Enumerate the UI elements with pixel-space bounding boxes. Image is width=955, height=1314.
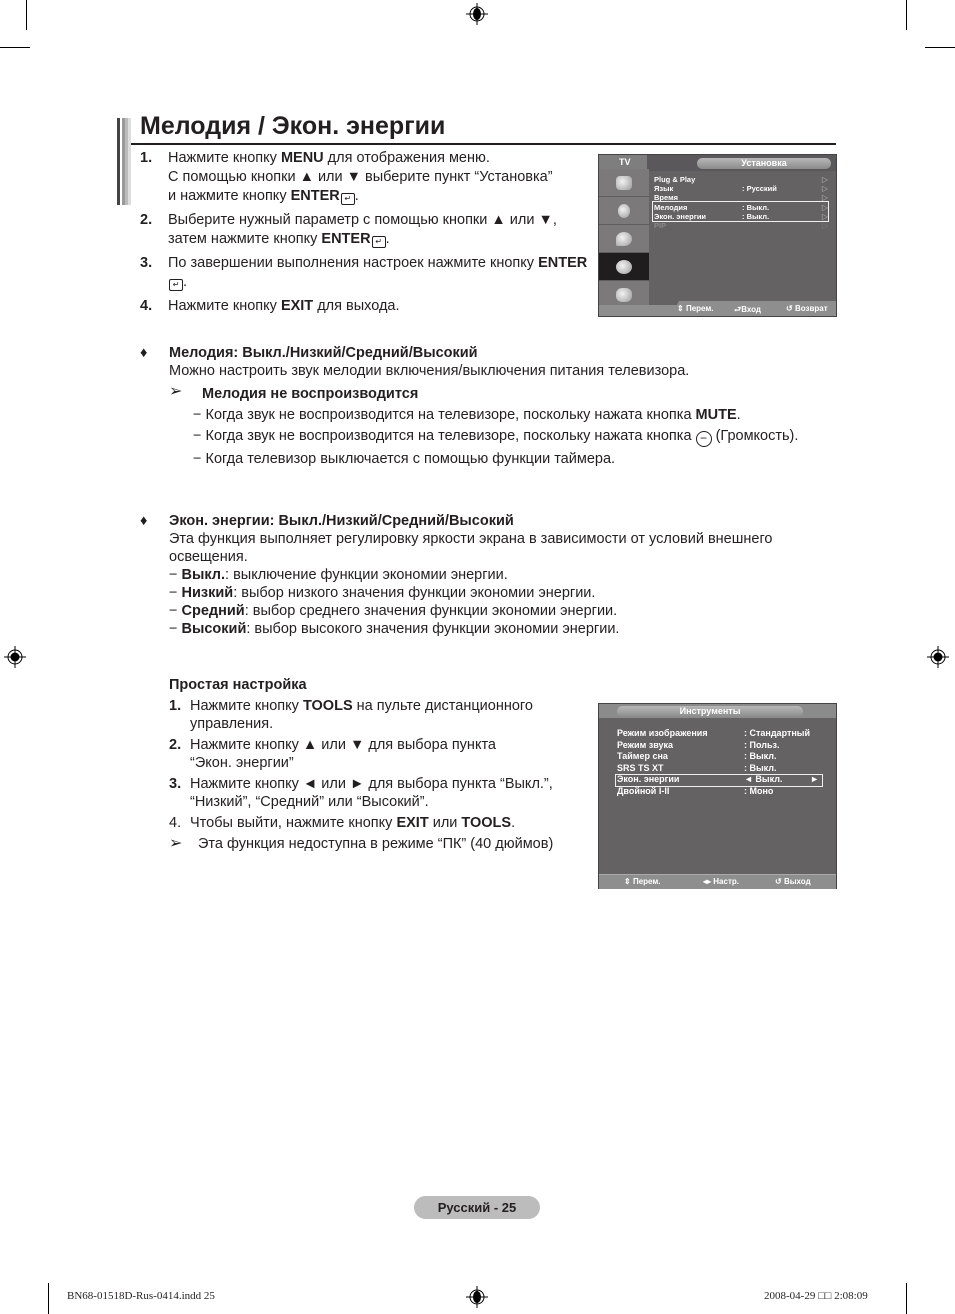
menu-key: MENU xyxy=(280,150,324,166)
arrow-right-icon: ▷ xyxy=(821,211,828,221)
footer-exit: ↺ Выход xyxy=(775,877,811,886)
item-value: : Выкл. xyxy=(742,202,770,212)
option-item: − Средний: выбор среднего значения функции экономии энергии. xyxy=(169,603,618,619)
text: Выход xyxy=(783,877,811,886)
step-number: 3. xyxy=(140,255,153,271)
option-item: − Выкл.: выключение функции экономии энергии. xyxy=(169,567,508,583)
text: Нажмите кнопку xyxy=(190,698,303,714)
step-text xyxy=(190,697,589,733)
item-value xyxy=(742,221,814,230)
option-item: − Низкий: выбор низкого значения функции экономии энергии. xyxy=(169,585,596,601)
enter-key: ENTER xyxy=(321,231,371,247)
item-value: : Моно xyxy=(744,785,774,796)
selection-highlight xyxy=(615,774,823,787)
enter-key: ENTER xyxy=(290,188,340,204)
text: Настр. xyxy=(713,877,739,886)
item-label: Экон. энергии xyxy=(617,774,680,785)
text: . xyxy=(511,815,516,831)
title-rule xyxy=(131,143,836,145)
registration-mark-icon xyxy=(4,646,26,668)
section-description: Можно настроить звук мелодии включения/выключения питания телевизора. xyxy=(169,363,690,379)
item-label: Язык xyxy=(654,184,674,194)
simple-step-3 xyxy=(169,775,589,811)
menu-footer xyxy=(599,874,836,889)
text: С помощью кнопки ▲ или ▼ выберите пункт “Установка” xyxy=(168,169,553,185)
footer-return: ↺ Возврат xyxy=(786,304,828,313)
item-value: : Польз. xyxy=(744,739,780,750)
crop-mark xyxy=(925,47,955,48)
crop-mark xyxy=(26,0,27,30)
text: Перем. xyxy=(685,304,714,313)
step-number: 2. xyxy=(169,737,182,753)
text: “Низкий”, “Средний” или “Высокий”. xyxy=(190,794,429,810)
arrow-right-icon: ▷ xyxy=(821,221,828,231)
step-1 xyxy=(140,149,595,206)
item-value: ◄ Выкл. xyxy=(744,774,783,785)
step-3 xyxy=(140,254,595,292)
menu-item[interactable] xyxy=(617,728,829,740)
item-label: Экон. энергии xyxy=(654,211,707,221)
text: Возврат xyxy=(794,304,828,313)
tools-key: TOOLS xyxy=(302,698,353,714)
exit-key: EXIT xyxy=(280,298,314,314)
item-label: Таймер сна xyxy=(617,751,668,762)
text: на пульте дистанционного управления. xyxy=(190,698,533,732)
arrow-right-icon: ▷ xyxy=(821,202,828,212)
item-value: : Выкл. xyxy=(744,751,777,762)
item-value: : Выкл. xyxy=(744,762,777,773)
text: Вход xyxy=(741,305,761,314)
volume-down-icon: − xyxy=(696,431,712,447)
simple-setup-section xyxy=(169,676,589,856)
footer-adjust: ◂▸ Настр. xyxy=(703,877,739,886)
text: для выхода. xyxy=(313,298,400,314)
page-title: Мелодия / Экон. энергии xyxy=(140,112,446,140)
option-item: − Высокий: выбор высокого значения функции экономии энергии. xyxy=(169,621,620,637)
arrow-right-icon: ▷ xyxy=(821,184,828,194)
crop-mark xyxy=(906,1283,907,1314)
setup-icon xyxy=(599,253,649,281)
text: . xyxy=(736,407,741,423)
text: По завершении выполнения настроек нажмите кнопку xyxy=(168,255,539,271)
registration-mark-icon xyxy=(466,3,488,25)
arrow-right-icon: ▷ xyxy=(821,193,828,203)
step-text xyxy=(168,149,595,206)
page-number-badge: Русский - 25 xyxy=(414,1196,540,1219)
step-2 xyxy=(140,211,595,249)
section-description: Эта функция выполняет регулировку яркости экрана в зависимости от условий внешнего освещения. xyxy=(169,531,773,565)
text: Чтобы выйти, нажмите кнопку xyxy=(190,815,397,831)
menu-item[interactable] xyxy=(617,740,829,752)
step-number: 1. xyxy=(169,698,182,714)
menu-items xyxy=(617,728,829,798)
step-number: 3. xyxy=(169,776,182,792)
enter-key: ENTER xyxy=(538,255,588,271)
footer-enter: ⮐Вход xyxy=(734,305,761,314)
item-value: : Русский xyxy=(742,184,777,194)
menu-title: Инструменты xyxy=(617,706,803,717)
text: . xyxy=(183,274,188,290)
item-label: Plug & Play xyxy=(654,175,696,184)
option-desc: : выбор среднего значения функции экономии энергии. xyxy=(244,603,618,619)
print-timestamp: 2008-04-29 □□ 2:08:09 xyxy=(764,1290,868,1302)
step-text xyxy=(190,775,553,811)
item-value: : Выкл. xyxy=(742,211,770,221)
step-number: 4. xyxy=(169,815,182,831)
item-label: Время xyxy=(654,193,678,203)
enter-icon: ↵ xyxy=(169,279,183,291)
footer-move: ⇕ Перем. xyxy=(677,304,714,313)
menu-footer xyxy=(599,301,836,316)
melody-section xyxy=(140,344,820,468)
step-text xyxy=(168,297,595,316)
arrow-right-icon: ▷ xyxy=(821,175,828,184)
selection-highlight xyxy=(652,201,829,222)
option-label: Низкий xyxy=(181,585,234,601)
text: − Когда звук не воспроизводится на телевизоре, поскольку нажата кнопка xyxy=(193,407,696,423)
file-slug: BN68-01518D-Rus-0414.indd 25 xyxy=(67,1290,215,1302)
bullet-icon: ♦ xyxy=(140,513,148,529)
tv-label: TV xyxy=(599,155,647,169)
text: . xyxy=(354,188,359,204)
note-item xyxy=(193,427,820,447)
simple-step-1 xyxy=(169,697,589,733)
section-heading: Мелодия: Выкл./Низкий/Средний/Высокий xyxy=(169,345,478,361)
note-item xyxy=(193,406,820,424)
tools-key: TOOLS xyxy=(461,815,512,831)
text: для отображения меню. xyxy=(323,150,490,166)
step-text xyxy=(168,211,595,249)
note-text: Эта функция недоступна в режиме “ПК” (40 дюймов) xyxy=(198,836,554,852)
text: “Экон. энергии” xyxy=(190,755,294,771)
item-value xyxy=(742,175,814,184)
exit-key: EXIT xyxy=(396,815,429,831)
item-label: PIP xyxy=(654,221,667,231)
option-label: Высокий xyxy=(181,621,247,637)
menu-item[interactable] xyxy=(617,751,829,763)
simple-step-2 xyxy=(169,736,589,772)
step-number: 1. xyxy=(140,150,153,166)
simple-step-4 xyxy=(169,814,589,832)
item-label: Режим звука xyxy=(617,739,674,750)
option-desc: : выбор низкого значения функции экономии энергии. xyxy=(233,585,596,601)
item-label: Режим изображения xyxy=(617,728,708,738)
menu-item[interactable] xyxy=(654,184,834,193)
simple-note xyxy=(169,835,589,853)
option-label: Средний xyxy=(181,603,245,619)
step-number: 2. xyxy=(140,212,153,228)
note-arrow-icon: ➢ xyxy=(169,835,183,852)
enter-icon: ↵ xyxy=(341,193,355,205)
arrow-right-icon: ► xyxy=(810,774,819,785)
step-text xyxy=(190,736,496,772)
step-text xyxy=(190,814,515,832)
text: Нажмите кнопку ▲ или ▼ для выбора пункта xyxy=(190,737,496,753)
text: − Когда телевизор выключается с помощью функции таймера. xyxy=(193,451,616,467)
channel-icon xyxy=(599,225,649,253)
text: . xyxy=(385,231,390,247)
tv-tools-menu-screenshot xyxy=(598,703,837,889)
energy-section xyxy=(140,512,820,638)
section-heading: Экон. энергии: Выкл./Низкий/Средний/Высокий xyxy=(169,513,514,529)
sound-icon xyxy=(599,197,649,225)
menu-sidebar xyxy=(599,169,649,309)
step-4 xyxy=(140,297,595,316)
step-text xyxy=(168,254,595,292)
registration-mark-icon xyxy=(466,1286,488,1308)
crop-mark xyxy=(0,47,30,48)
picture-icon xyxy=(599,169,649,197)
note-heading xyxy=(169,385,820,403)
text: Нажмите кнопку xyxy=(168,150,281,166)
menu-item[interactable] xyxy=(617,763,829,775)
item-value: : Стандартный xyxy=(744,728,811,738)
menu-item xyxy=(654,221,834,230)
text: Перем. xyxy=(632,877,661,886)
steps-list xyxy=(140,149,595,321)
text: − Когда звук не воспроизводится на телевизоре, поскольку нажата кнопка xyxy=(193,428,696,444)
menu-item[interactable] xyxy=(654,175,834,184)
note-arrow-icon: ➢ xyxy=(169,383,183,400)
title-decoration xyxy=(117,118,131,205)
registration-mark-icon xyxy=(927,646,949,668)
text: Нажмите кнопку xyxy=(168,298,281,314)
text: и нажмите кнопку xyxy=(168,188,291,204)
text: Нажмите кнопку ◄ или ► для выбора пункта “Выкл.”, xyxy=(190,776,553,792)
option-desc: : выключение функции экономии энергии. xyxy=(225,567,508,583)
menu-item[interactable] xyxy=(617,786,829,798)
step-number: 4. xyxy=(140,298,153,314)
item-label: SRS TS XT xyxy=(617,762,664,773)
option-label: Выкл. xyxy=(181,567,226,583)
item-label: Мелодия xyxy=(654,202,688,212)
text: Выберите нужный параметр с помощью кнопки ▲ или ▼, затем нажмите кнопку xyxy=(168,212,557,247)
crop-mark xyxy=(906,0,907,30)
mute-key: MUTE xyxy=(695,407,737,423)
enter-icon: ↵ xyxy=(372,236,386,248)
crop-mark xyxy=(48,1283,49,1314)
note-item xyxy=(193,450,820,468)
footer-move: ⇕ Перем. xyxy=(624,877,661,886)
text: или xyxy=(428,815,462,831)
section-heading: Простая настройка xyxy=(169,677,307,693)
option-desc: : выбор высокого значения функции экономии энергии. xyxy=(246,621,620,637)
bullet-icon: ♦ xyxy=(140,345,148,361)
text: Мелодия не воспроизводится xyxy=(202,386,419,402)
item-label: Двойной I-II xyxy=(617,785,670,796)
text: (Громкость). xyxy=(711,428,799,444)
menu-title: Установка xyxy=(697,158,831,169)
tv-setup-menu-screenshot xyxy=(598,154,837,317)
